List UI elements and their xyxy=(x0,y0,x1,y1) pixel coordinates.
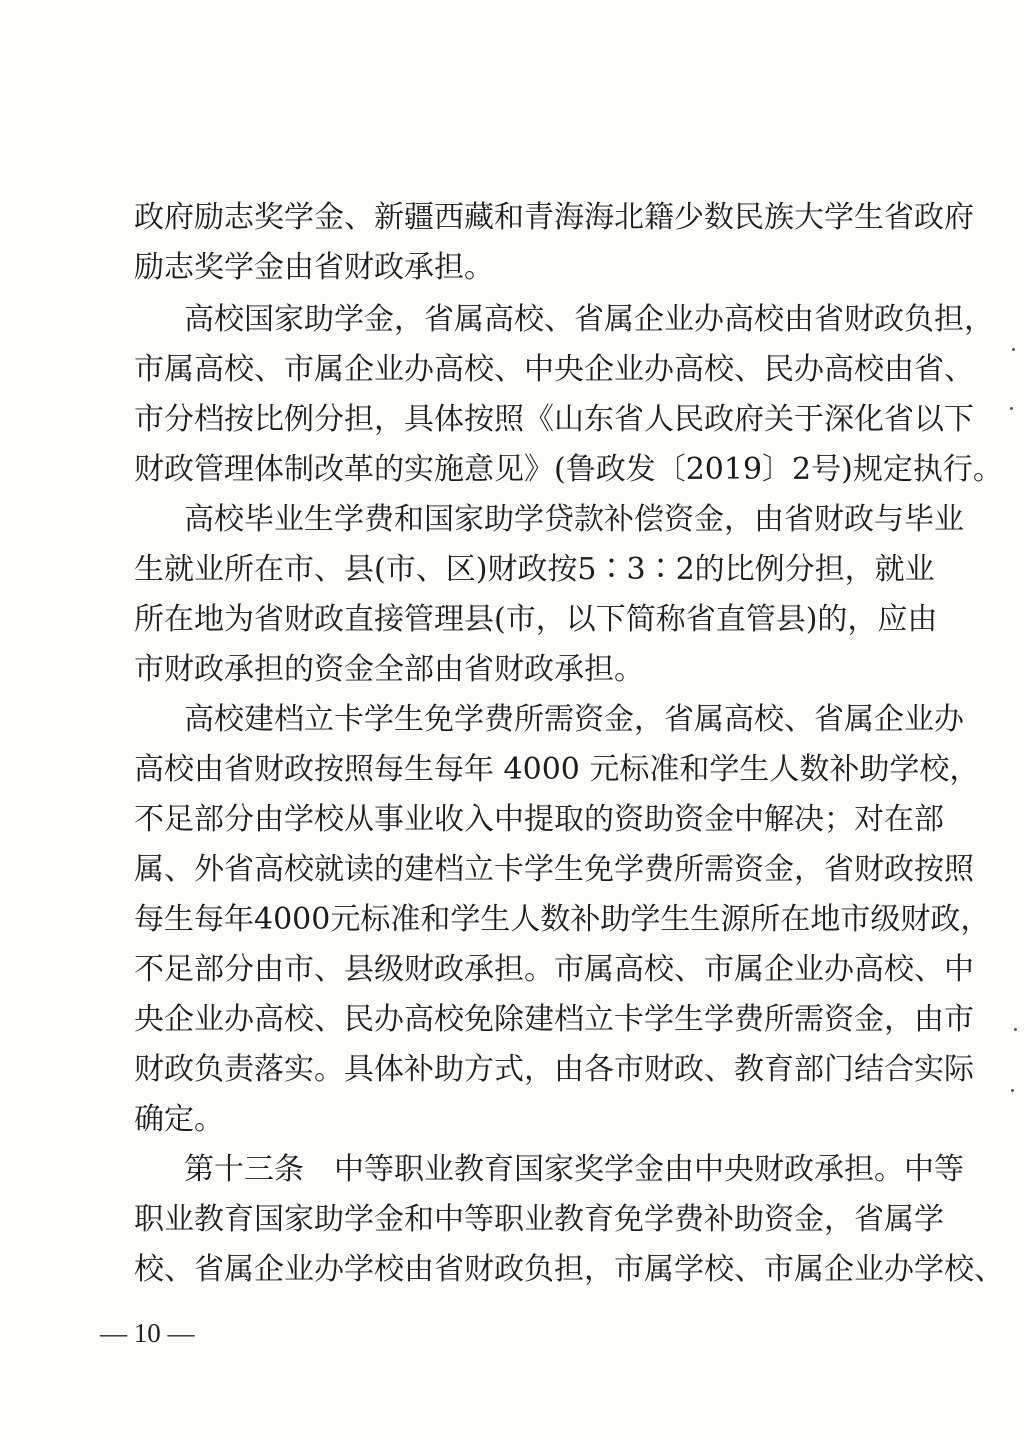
text-line: 高校建档立卡学生免学费所需资金，省属高校、省属企业办 xyxy=(184,702,964,737)
text-line: 市属高校、市属企业办高校、中央企业办高校、民办高校由省、 xyxy=(134,352,974,387)
text-line: 生就业所在市、县(市、区)财政按5∶3∶2的比例分担，就业 xyxy=(134,552,935,587)
text-line: 财政管理体制改革的实施意见》(鲁政发〔2019〕2号)规定执行。 xyxy=(134,452,1003,487)
scan-speck xyxy=(1011,1089,1014,1092)
scan-speck xyxy=(1012,348,1015,351)
text-line: 市分档按比例分担，具体按照《山东省人民政府关于深化省以下 xyxy=(134,402,974,437)
text-line: 所在地为省财政直接管理县(市，以下简称省直管县)的，应由 xyxy=(134,602,938,637)
text-line: 职业教育国家助学金和中等职业教育免学费补助资金，省属学 xyxy=(134,1202,944,1237)
text-line: 确定。 xyxy=(134,1102,224,1137)
text-line: 政府励志奖学金、新疆西藏和青海海北籍少数民族大学生省政府 xyxy=(134,200,974,235)
text-line: 校、省属企业办学校由省财政负担，市属学校、市属企业办学校、 xyxy=(134,1252,1004,1287)
text-line: 不足部分由市、县级财政承担。市属高校、市属企业办高校、中 xyxy=(134,952,974,987)
text-line: 央企业办高校、民办高校免除建档立卡学生学费所需资金，由市 xyxy=(134,1002,974,1037)
text-line: 励志奖学金由省财政承担。 xyxy=(134,250,494,285)
text-line: 高校由省财政按照每生每年 4000 元标准和学生人数补助学校， xyxy=(134,752,980,787)
text-line: 市财政承担的资金全部由省财政承担。 xyxy=(134,652,644,687)
text-line: 第十三条 中等职业教育国家奖学金由中央财政承担。中等 xyxy=(184,1152,964,1187)
page-number: — 10 — xyxy=(100,1318,195,1348)
text-line: 不足部分由学校从事业收入中提取的资助资金中解决；对在部 xyxy=(134,802,944,837)
text-line: 财政负责落实。具体补助方式，由各市财政、教育部门结合实际 xyxy=(134,1052,974,1087)
text-line: 高校国家助学金，省属高校、省属企业办高校由省财政负担， xyxy=(184,302,994,337)
text-line: 属、外省高校就读的建档立卡学生免学费所需资金，省财政按照 xyxy=(134,852,974,887)
text-line: 每生每年4000元标准和学生人数补助学生生源所在地市级财政， xyxy=(134,902,991,937)
text-line: 高校毕业生学费和国家助学贷款补偿资金，由省财政与毕业 xyxy=(184,502,964,537)
scan-speck xyxy=(1010,407,1013,410)
scan-speck xyxy=(1014,1028,1017,1031)
